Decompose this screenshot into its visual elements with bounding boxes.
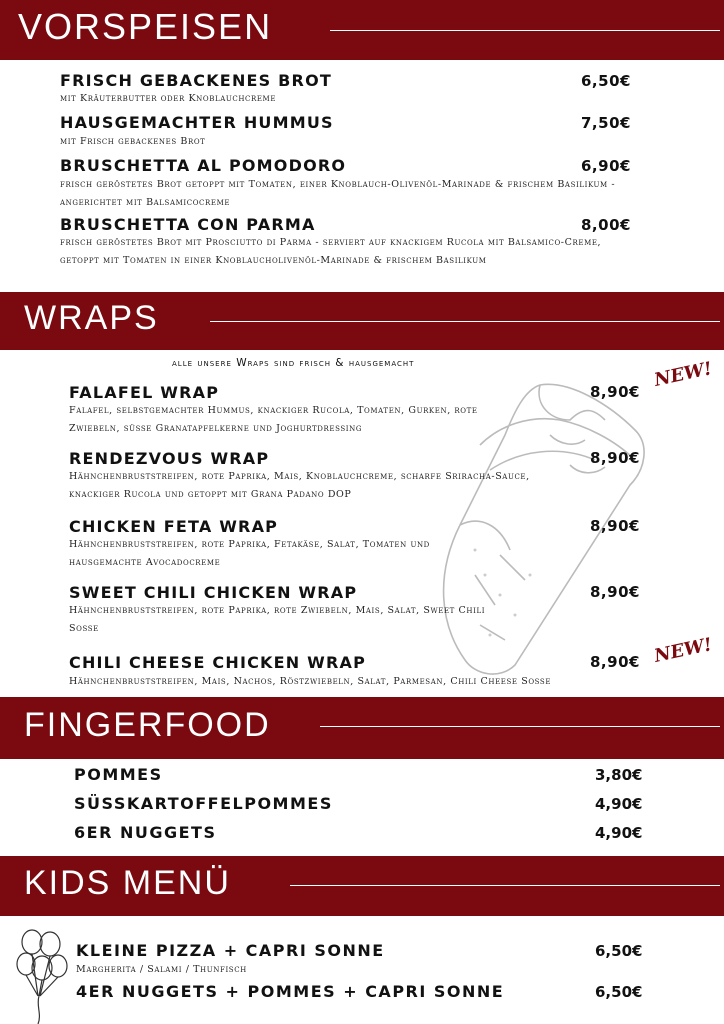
menu-item-desc: Hähnchenbruststreifen, rote Paprika, Mais, Knoblauchcreme, scharfe Sriracha-Sauce, knackiger Rucola und getoppt mit Grana Padano DOP — [69, 471, 530, 500]
kids-header — [0, 856, 724, 916]
menu-item-name: BRUSCHETTA CON PARMA — [60, 215, 316, 234]
menu-item-price: 8,90€ — [590, 383, 640, 401]
menu-item-price: 8,90€ — [590, 517, 640, 535]
menu-item-price: 4,90€ — [595, 795, 643, 813]
menu-item-desc: Margherita / Salami / Thunfisch — [76, 964, 247, 975]
new-badge: NEW! — [652, 634, 714, 667]
menu-item-name: 6ER NUGGETS — [74, 823, 217, 842]
menu-item-desc: Hähnchenbruststreifen, Mais, Nachos, Röstzwiebeln, Salat, Parmesan, Chili Cheese Sosse — [69, 676, 552, 687]
menu-item-price: 4,90€ — [595, 824, 643, 842]
new-badge: NEW! — [652, 358, 714, 391]
fingerfood-title: FINGERFOOD — [24, 706, 271, 744]
header-divider — [330, 30, 720, 31]
menu-item-desc: mit Kräuterbutter oder Knoblauchcreme — [60, 93, 277, 104]
menu-item-desc: Hähnchenbruststreifen, rote Paprika, rote Zwiebeln, Mais, Salat, Sweet Chili Sosse — [69, 605, 486, 634]
menu-item-name: HAUSGEMACHTER HUMMUS — [60, 113, 334, 132]
vorspeisen-header — [0, 0, 724, 60]
menu-item-price: 6,50€ — [595, 942, 643, 960]
menu-item-price: 3,80€ — [595, 766, 643, 784]
menu-item-price: 8,00€ — [581, 216, 631, 234]
menu-item-desc: frisch geröstetes Brot getoppt mit Tomaten, einer Knoblauch-Olivenöl-Marinade & frischem Basilikum - angerichtet mit Balsamicocreme — [60, 179, 616, 208]
menu-item-price: 8,90€ — [590, 653, 640, 671]
vorspeisen-title: VORSPEISEN — [18, 6, 273, 47]
balloons-icon — [12, 926, 72, 1024]
menu-item-name: BRUSCHETTA AL POMODORO — [60, 156, 347, 175]
menu-item-price: 8,90€ — [590, 583, 640, 601]
header-divider — [290, 885, 720, 886]
wraps-title: WRAPS — [24, 299, 159, 337]
fingerfood-header — [0, 697, 724, 759]
menu-item-price: 6,50€ — [581, 72, 631, 90]
menu-item-name: KLEINE PIZZA + CAPRI SONNE — [76, 941, 385, 960]
menu-item-price: 6,50€ — [595, 983, 643, 1001]
menu-item-desc: Hähnchenbruststreifen, rote Paprika, Fetakäse, Salat, Tomaten und hausgemachte Avocadocreme — [69, 539, 430, 568]
menu-item-price: 8,90€ — [590, 449, 640, 467]
kids-title: KIDS MENÜ — [24, 864, 231, 902]
wraps-header — [0, 292, 724, 350]
header-divider — [320, 726, 720, 727]
menu-item-name: SWEET CHILI CHICKEN WRAP — [69, 583, 358, 602]
menu-item-name: 4ER NUGGETS + POMMES + CAPRI SONNE — [76, 982, 505, 1001]
menu-item-desc: frisch geröstetes Brot mit Prosciutto di Parma - serviert auf knackigem Rucola mit Balsamico-Creme, getoppt mit Tomaten in einer Knoblaucholivenöl-Marinade & frischem Basilikum — [60, 237, 602, 266]
menu-item-name: CHILI CHEESE CHICKEN WRAP — [69, 653, 367, 672]
menu-item-price: 7,50€ — [581, 114, 631, 132]
menu-item-desc: Falafel, selbstgemachter Hummus, knackiger Rucola, Tomaten, Gurken, rote Zwiebeln, süsse Granatapfelkerne und Joghurtdressing — [69, 405, 478, 434]
menu-item-name: RENDEZVOUS WRAP — [69, 449, 270, 468]
menu-item-name: SÜSSKARTOFFELPOMMES — [74, 794, 333, 813]
menu-item-name: FALAFEL WRAP — [69, 383, 220, 402]
menu-item-name: POMMES — [74, 765, 163, 784]
menu-item-name: FRISCH GEBACKENES BROT — [60, 71, 332, 90]
header-divider — [210, 321, 720, 322]
menu-item-desc: mit Frisch gebackenes Brot — [60, 136, 206, 147]
menu-item-name: CHICKEN FETA WRAP — [69, 517, 279, 536]
wraps-note: alle unsere Wraps sind frisch & hausgemacht — [172, 357, 415, 369]
menu-item-price: 6,90€ — [581, 157, 631, 175]
